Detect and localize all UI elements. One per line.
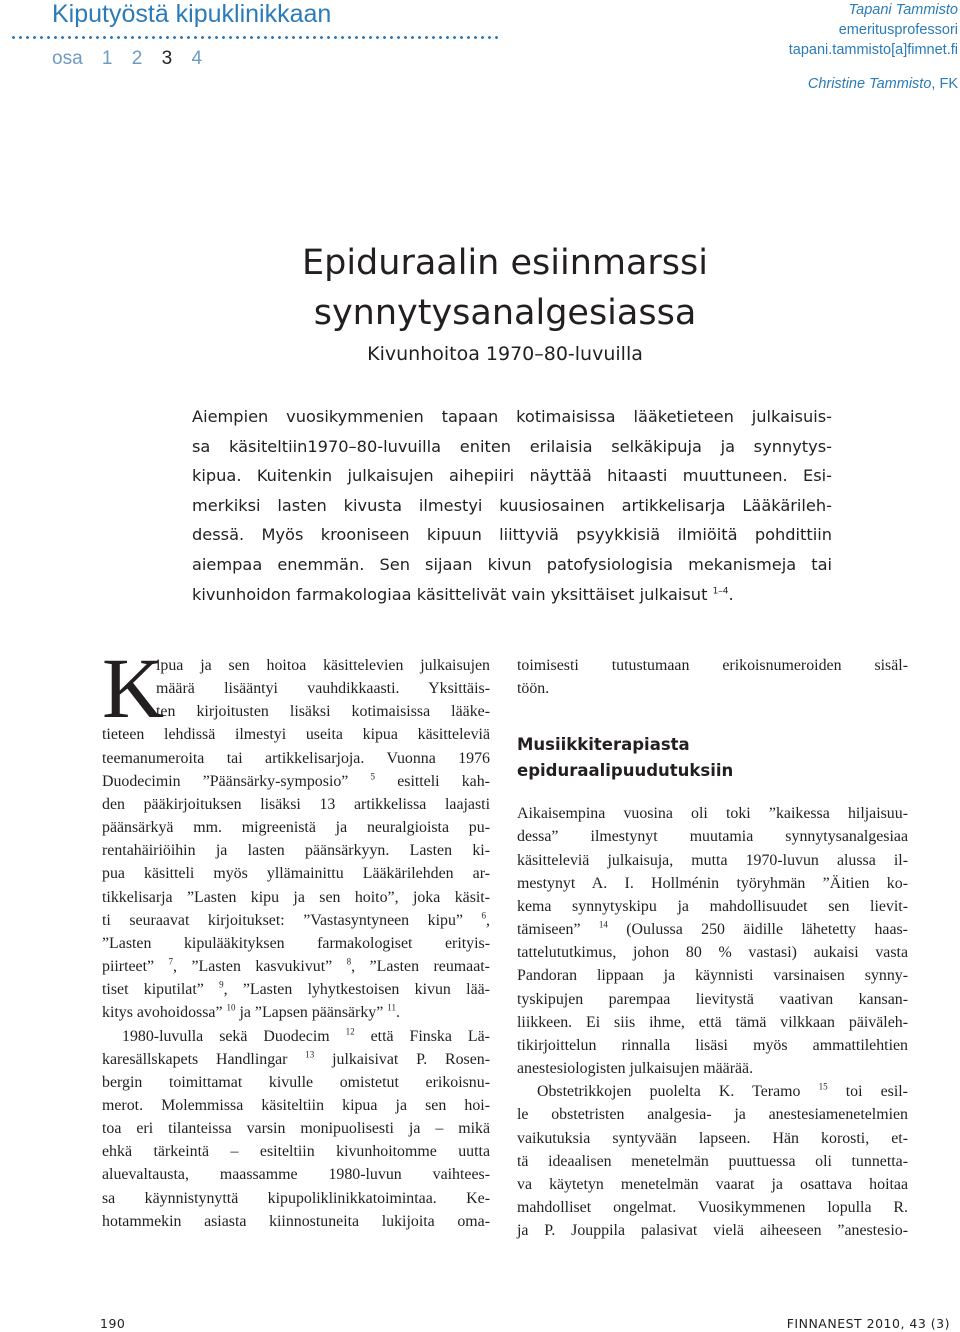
section-heading — [517, 732, 908, 784]
body-line: liikkeen. Ei siis ihme, että tämä vilkkaan päiväleh- — [517, 1013, 908, 1031]
parts-label: osa — [52, 48, 83, 69]
lead-line: merkiksi lasten kivusta ilmestyi kuusiosainen artikkelisarja Lääkärileh- — [192, 495, 832, 515]
body-line: rentahäiriöihin ja lasten päänsärkyyn. Lasten ki- — [102, 842, 490, 860]
body-text: 1980-luvulla sekä Duodecim — [122, 1027, 330, 1045]
body-line — [102, 955, 490, 978]
body-line: tikkelisarja ”Lasten kipu ja sen hoito”, joka käsit- — [102, 888, 490, 906]
body-text: ti seuraavat kirjoitukset: ”Vastasyntyneen kipu” — [102, 911, 463, 929]
drop-cap: K — [102, 640, 165, 736]
author-degree: , FK — [931, 76, 958, 92]
body-text: Obstetrikkojen puolelta K. Teramo — [537, 1083, 801, 1101]
body-line: hotammekin asiasta kiinnostuneita lukijoita oma- — [102, 1212, 490, 1230]
body-line: den pääkirjoituksen lisäksi 13 artikkelissa laajasti — [102, 795, 490, 813]
body-column-right — [517, 654, 908, 1242]
part-link-2[interactable]: 2 — [131, 48, 143, 69]
series-title: Kiputyöstä kipuklinikkaan — [52, 0, 332, 28]
body-line: käsitteleviä julkaisuja, mutta 1970-luvun alussa il- — [517, 851, 908, 869]
reference-superscript: 8 — [346, 956, 352, 967]
body-line: toa eri tilanteissa varsin monipuolisesti ja – mikä — [102, 1120, 490, 1138]
body-line — [102, 909, 490, 932]
body-text: , ”Lasten reumaat- — [351, 958, 490, 976]
reference-superscript: 7 — [168, 956, 174, 967]
lead-line: sa käsiteltiin1970–80-luvuilla eniten erilaisia selkäkipuja ja synnytys- — [192, 436, 832, 456]
body-text: ja ”Lapsen päänsärky” — [239, 1004, 384, 1022]
lead-paragraph — [192, 402, 832, 609]
author-name: Tapani Tammisto — [848, 2, 958, 18]
lead-line: dessä. Myös krooniseen kipuun liittyviä psyykkisiä ilmiöitä pohdittiin — [192, 525, 832, 545]
body-line: sa käynnistynyttä kipupoliklinikkatoimintaa. Ke- — [102, 1189, 490, 1207]
body-line: ”Lasten kipulääkityksen farmakologiset erityis- — [102, 934, 490, 952]
lead-line: aiempaa enemmän. Sen sijaan kivun patofysiologisia mekanismeja tai — [192, 554, 832, 574]
body-line: päänsärkyä mm. migreenistä ja neuralgioista pu- — [102, 819, 490, 837]
author-name: Christine Tammisto — [807, 76, 932, 92]
body-line — [517, 918, 908, 941]
reference-superscript: 9 — [219, 979, 224, 990]
reference-superscript: 11 — [387, 1003, 396, 1014]
body-line: bergin toimittamat kivulle omistetut erikoisnu- — [102, 1073, 490, 1091]
reference-superscript: 14 — [598, 919, 608, 930]
body-text: , ”Lasten kasvukivut” — [173, 958, 333, 976]
article-subtitle: Kivunhoitoa 1970–80-luvuilla — [367, 343, 643, 365]
lead-text: kivunhoidon farmakologiaa käsittelivät vain yksittäiset julkaisut — [192, 584, 708, 604]
body-paragraph — [517, 802, 908, 1242]
body-line: kema synnytyskipu ja mahdollisuudet sen lievit- — [517, 897, 908, 915]
body-text: karesällskapets Handlingar — [102, 1050, 288, 1068]
body-column-left — [102, 654, 490, 1233]
body-text: , ”Lasten lyhytkestoisen kivun lää- — [223, 981, 490, 999]
lead-line — [192, 580, 832, 610]
body-line: tattelututkimus, johon 80 % vastasi) aukaisi vasta — [517, 944, 908, 962]
body-text: (Oulussa 250 äidille lähetetty haas- — [626, 921, 908, 939]
article-title-line: Epiduraalin esiinmarssi — [301, 243, 709, 283]
section-heading-line: epiduraalipuudutuksiin — [517, 761, 734, 781]
reference-superscript: 15 — [818, 1081, 828, 1092]
dotted-divider — [10, 36, 500, 39]
body-line: le obstetristen analgesia- ja anestesiamenetelmien — [517, 1106, 908, 1124]
body-line — [102, 1001, 490, 1024]
reference-superscript: 1–4 — [712, 586, 729, 597]
body-line: ten kirjoitusten lisäksi kotimaisissa lääke- — [156, 703, 490, 721]
series-parts-nav — [52, 48, 216, 70]
reference-superscript: 13 — [305, 1049, 315, 1060]
reference-superscript: 6 — [481, 910, 487, 921]
body-line: toimisesti tutustumaan erikoisnumeroiden sisäl- — [517, 657, 908, 674]
body-line: pua käsitteli myös yllämainittu Lääkärilehden ar- — [102, 865, 490, 883]
author-email: tapani.tammisto[a]fimnet.fi — [788, 42, 958, 58]
body-line: tikirjoittelun rinnalla lisäsi myös ammattilehtien — [517, 1036, 908, 1054]
body-text: kitys avohoidossa” — [102, 1004, 223, 1022]
body-line: dessa” ilmestynyt muutamia synnytysanalgesiaa — [517, 828, 908, 846]
body-line: tieteen lehdissä ilmestyi useita kipua käsitteleviä — [102, 726, 490, 744]
body-text: Duodecimin ”Päänsärky-symposio” — [102, 772, 349, 790]
body-line: tyskipujen parempaa lievitystä vaativan kansan- — [517, 990, 908, 1008]
lead-line: kipua. Kuitenkin julkaisujen aihepiiri näyttää hitaasti muuttuneen. Esi- — [192, 466, 832, 486]
body-line: teemanumeroita tai artikkelisarjoja. Vuonna 1976 — [102, 749, 490, 767]
body-line: ipua ja sen hoitoa käsittelevien julkaisujen — [156, 657, 490, 674]
part-link-1[interactable]: 1 — [101, 48, 113, 69]
body-line: aluevaltausta, maassamme 1980-luvun vaihtees- — [102, 1166, 490, 1184]
author-block-primary — [789, 0, 958, 60]
journal-citation: FINNANEST 2010, 43 (3) — [786, 1316, 950, 1331]
body-text: toi esil- — [845, 1083, 908, 1101]
body-text: tiset kiputilat” — [102, 981, 204, 999]
body-text: piirteet” — [102, 958, 155, 976]
author-block-secondary — [808, 76, 958, 92]
body-line — [102, 770, 490, 793]
body-line: va käytetyn menetelmän vaarat ja osattava hoitaa — [517, 1175, 908, 1193]
body-line: määrä lisääntyi vauhdikkaasti. Yksittäis- — [156, 680, 490, 698]
body-line: mahdolliset ongelmat. Vuosikymmenen lopulla R. — [517, 1198, 908, 1216]
part-link-4[interactable]: 4 — [191, 48, 203, 69]
body-text: että Finska Lä- — [370, 1027, 490, 1045]
body-line: mestynyt A. I. Hollménin työryhmän ”Äitien ko- — [517, 874, 908, 892]
lead-text: . — [728, 584, 734, 604]
body-line: ehkä tärkeintä – esiteltiin kivunhoitomme uutta — [102, 1143, 490, 1161]
body-line: Pandoran lippaan ja käynnisti varsinaisen synny- — [517, 967, 908, 985]
body-text: . — [395, 1004, 400, 1022]
author-role: emeritusprofessori — [838, 22, 958, 38]
reference-superscript: 10 — [226, 1003, 236, 1014]
page-number: 190 — [100, 1316, 126, 1331]
body-line — [102, 1025, 490, 1048]
section-heading-line: Musiikkiterapiasta — [517, 735, 690, 755]
reference-superscript: 5 — [370, 771, 376, 782]
body-line — [517, 1080, 908, 1103]
body-line — [102, 978, 490, 1001]
part-current-3: 3 — [161, 48, 173, 69]
body-text: esitteli kah- — [397, 772, 490, 790]
article-title — [0, 238, 960, 338]
body-text: tämiseen” — [517, 921, 581, 939]
body-line: ja P. Jouppila palasivat vielä aiheeseen ”anestesio- — [517, 1222, 908, 1240]
body-line: merot. Molemmissa käsiteltiin kipua ja sen hoi- — [102, 1096, 490, 1114]
reference-superscript: 12 — [345, 1026, 355, 1037]
body-line: vaikutuksia syntyvään lapseen. Hän korosti, et- — [517, 1129, 908, 1147]
body-text: , — [486, 911, 490, 929]
article-title-line: synnytysanalgesiassa — [313, 293, 697, 333]
lead-line: Aiempien vuosikymmenien tapaan kotimaisissa lääketieteen julkaisuis- — [192, 407, 832, 426]
body-line: tä ideaalisen menetelmän puuttuessa oli tunnetta- — [517, 1152, 908, 1170]
body-line: töön. — [517, 680, 550, 698]
body-text: julkaisivat P. Rosen- — [332, 1050, 490, 1068]
body-line: Aikaisempina vuosina oli toki ”kaikessa hiljaisuu- — [517, 805, 908, 823]
body-line — [102, 1048, 490, 1071]
body-line: anestesiologisten julkaisujen määrää. — [517, 1060, 754, 1078]
